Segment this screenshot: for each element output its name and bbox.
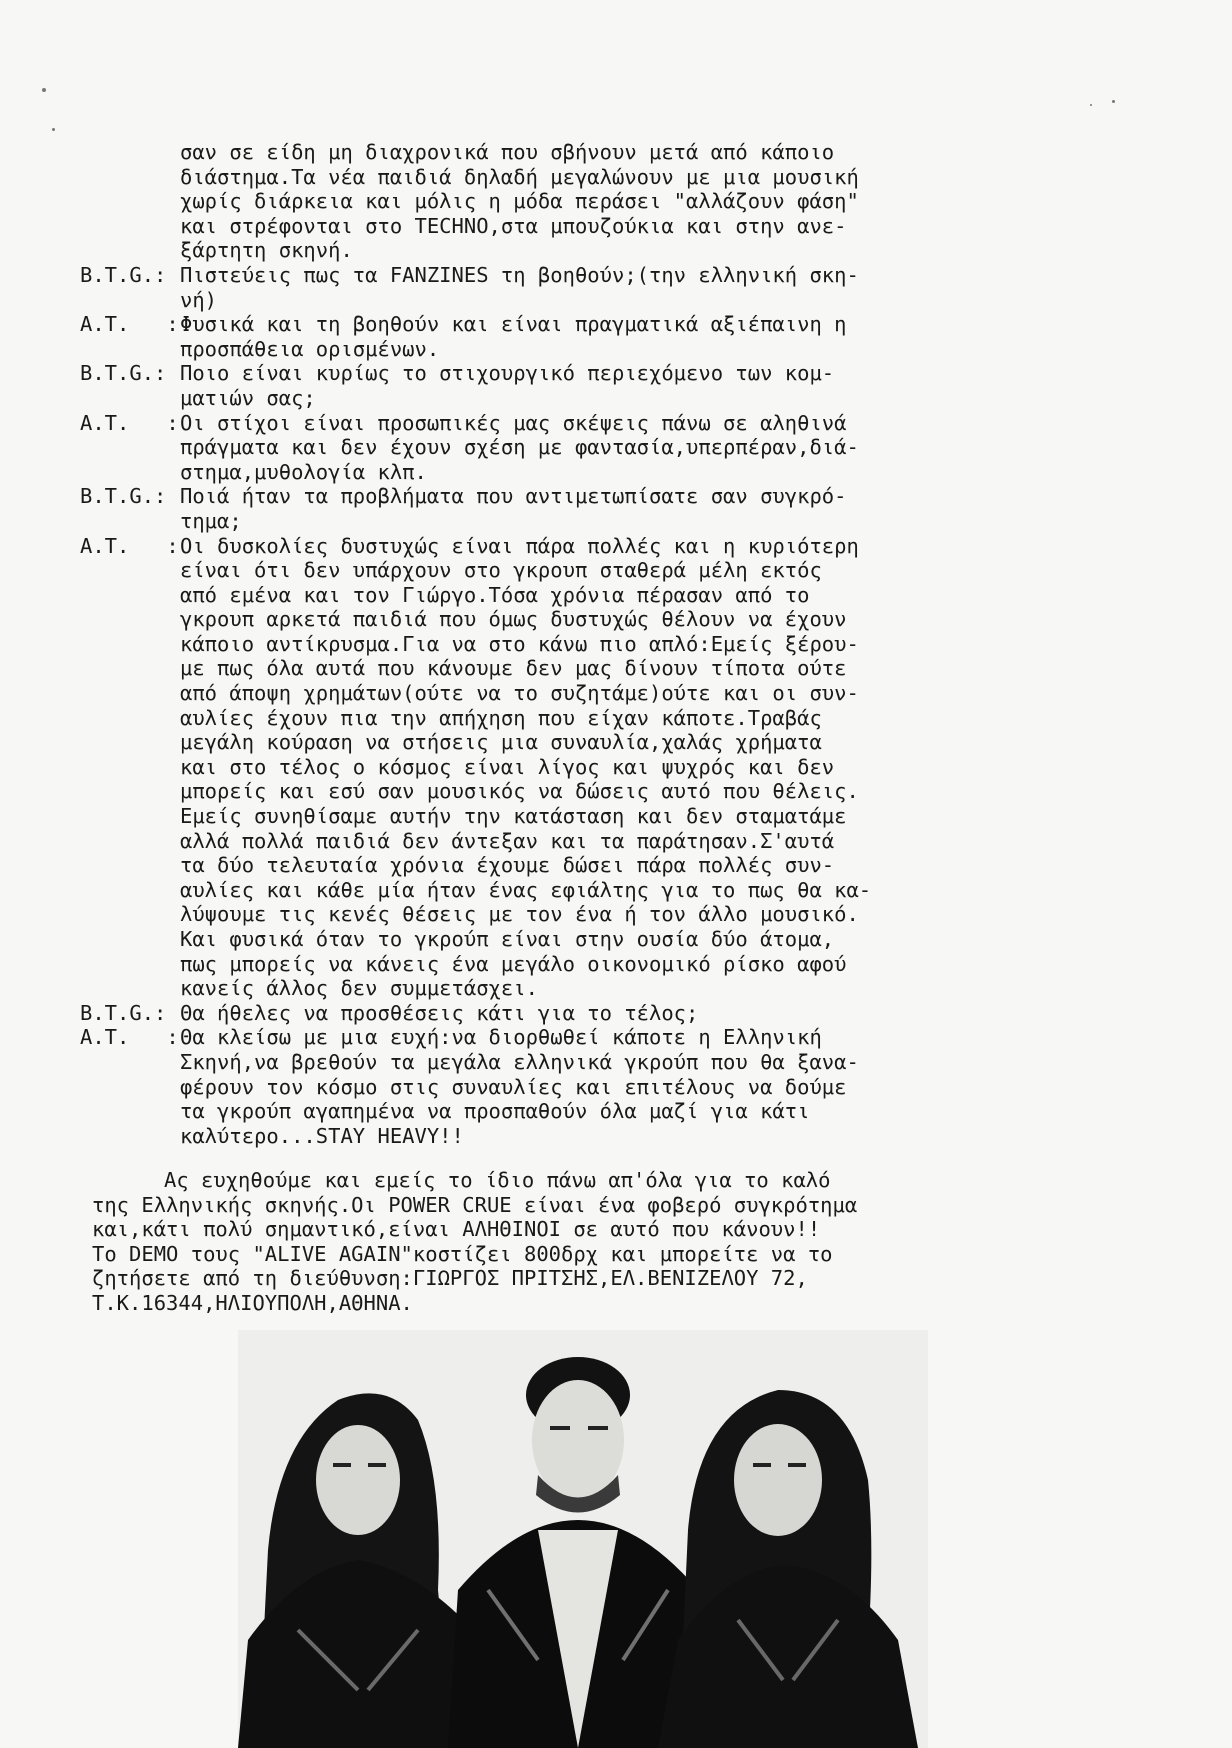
text-line: λύψουμε τις κενές θέσεις με τον ένα ή τον άλλο μουσικό.	[180, 902, 859, 927]
answer-block	[80, 411, 1080, 485]
answer-text	[180, 484, 846, 533]
speaker-label: A.T. :	[80, 1025, 179, 1050]
text-line: τα δύο τελευταία χρόνια έχουμε δώσει πάρα πολλές συν-	[180, 853, 835, 878]
print-speck	[1090, 104, 1092, 106]
text-line: Σκηνή,να βρεθούν τα μεγάλα ελληνικά γκρούπ που θα ξανα-	[180, 1049, 859, 1074]
answer-block	[80, 1025, 1080, 1148]
text-line: Ποιά ήταν τα προβλήματα που αντιμετωπίσατε σαν συγκρό-	[180, 484, 847, 509]
text-line: της Ελληνικής σκηνής.Οι POWER CRUE είναι ένα φοβερό συγκρότημα	[92, 1192, 858, 1217]
text-line: πως μπορείς να κάνεις ένα μεγάλο οικονομικό ρίσκο αφού	[180, 951, 847, 976]
text-line: σαν σε είδη μη διαχρονικά που σβήνουν μετά από κάποιο	[180, 140, 835, 164]
band-photo	[238, 1330, 928, 1748]
answer-text	[180, 411, 859, 485]
print-speck	[42, 88, 46, 92]
answer-text	[180, 312, 846, 361]
member-right-face	[734, 1424, 822, 1536]
text-line: νή)	[180, 287, 218, 312]
text-line: Φυσικά και τη βοηθούν και είναι πραγματικά αξιέπαινη η	[180, 312, 847, 337]
answer-text	[180, 1025, 859, 1148]
text-line: κανείς άλλος δεν συμμετάσχει.	[180, 976, 538, 1001]
answer-text	[180, 534, 871, 1001]
closing-paragraph	[92, 1168, 1092, 1316]
speaker-label: B.T.G.:	[80, 484, 167, 509]
question-block	[80, 484, 1080, 533]
answer-text	[180, 361, 834, 410]
band-photo-illustration	[238, 1330, 928, 1748]
print-speck	[1112, 100, 1115, 103]
text-line: φέρουν τον κόσμο στις συναυλίες και επιτέλους να δούμε	[180, 1074, 847, 1099]
question-block	[80, 361, 1080, 410]
text-line: αυλίες έχουν πια την απήχηση που είχαν κάποτε.Τραβάς	[180, 705, 822, 730]
text-line: Θα ήθελες να προσθέσεις κάτι για το τέλος;	[180, 1000, 699, 1025]
text-line: από άποψη χρημάτων(ούτε να το συζητάμε)ούτε και οι συν-	[180, 681, 859, 706]
text-line: αυλίες και κάθε μία ήταν ένας εφιάλτης για το πως θα κα-	[180, 877, 872, 902]
text-line: και στο τέλος ο κόσμος είναι λίγος και ψυχρός και δεν	[180, 754, 835, 779]
text-line: γκρουπ αρκετά παιδιά που όμως δυστυχώς θέλουν να έχουν	[180, 607, 847, 632]
speaker-label: A.T. :	[80, 312, 179, 337]
text-line: χωρίς διάρκεια και μόλις η μόδα περάσει "αλλάζουν φάση"	[180, 189, 859, 214]
member-middle-face	[532, 1380, 624, 1500]
text-line: Εμείς συνηθίσαμε αυτήν την κατάσταση και δεν σταματάμε	[180, 804, 847, 829]
text-line: και στρέφονται στο TECHNO,στα μπουζούκια και στην ανε-	[180, 213, 847, 238]
text-line: Πιστεύεις πως τα FANZINES τη βοηθούν;(την ελληνική σκη-	[180, 262, 859, 287]
text-line: πράγματα και δεν έχουν σχέση με φαντασία,υπερπέραν,διά-	[180, 435, 859, 460]
text-line: τα γκρούπ αγαπημένα να προσπαθούν όλα μαζί για κάτι	[180, 1099, 810, 1124]
text-line: αλλά πολλά παιδιά δεν άντεξαν και τα παράτησαν.Σ'αυτά	[180, 828, 835, 853]
question-block	[80, 263, 1080, 312]
text-line: Ας ευχηθούμε και εμείς το ίδιο πάνω απ'όλα για το καλό	[164, 1168, 831, 1192]
text-line: ματιών σας;	[180, 385, 316, 410]
text-line: Οι δυσκολίες δυστυχώς είναι πάρα πολλές και η κυριότερη	[180, 533, 859, 558]
text-line: Ποιο είναι κυρίως το στιχουργικό περιεχόμενο των κομ-	[180, 361, 835, 386]
text-line: Το DEMO τους "ALIVE AGAIN"κοστίζει 800δρχ και μπορείτε να το	[92, 1241, 833, 1266]
text-line: στημα,μυθολογία κλπ.	[180, 459, 427, 484]
member-left-face	[316, 1425, 400, 1535]
text-line: κάποιο αντίκρυσμα.Για να στο κάνω πιο απλό:Εμείς ξέρου-	[180, 631, 859, 656]
text-line: με πως όλα αυτά που κάνουμε δεν μας δίνουν τίποτα ούτε	[180, 656, 847, 681]
text-line: Οι στίχοι είναι προσωπικές μας σκέψεις πάνω σε αληθινά	[180, 410, 847, 435]
text-line: ζητήσετε από τη διεύθυνση:ΓΙΩΡΓΟΣ ΠΡΙΤΣΗΣ,ΕΛ.ΒΕΝΙΖΕΛΟΥ 72,	[92, 1266, 808, 1291]
text-line: και,κάτι πολύ σημαντικό,είναι ΑΛΗΘΙΝΟΙ σε αυτό που κάνουν!!	[92, 1217, 821, 1242]
speaker-label: B.T.G.:	[80, 1000, 167, 1025]
text-line: Θα κλείσω με μια ευχή:να διορθωθεί κάποτε η Ελληνική	[180, 1025, 822, 1050]
answer-block	[80, 534, 1080, 1001]
interview-text	[80, 140, 1080, 1148]
question-block	[80, 1001, 1080, 1026]
text-line: είναι ότι δεν υπάρχουν στο γκρουπ σταθερά μέλη εκτός	[180, 558, 822, 583]
print-speck	[52, 128, 55, 131]
text-line: Τ.Κ.16344,ΗΛΙΟΥΠΟΛΗ,ΑΘΗΝΑ.	[92, 1290, 413, 1315]
speaker-label: B.T.G.:	[80, 361, 167, 386]
text-line: από εμένα και τον Γιώργο.Τόσα χρόνια πέρασαν από το	[180, 582, 810, 607]
text-line: διάστημα.Τα νέα παιδιά δηλαδή μεγαλώνουν με μια μουσική	[180, 164, 859, 189]
answer-block	[80, 312, 1080, 361]
intro-paragraph	[80, 140, 1080, 263]
text-line: μεγάλη κούραση να στήσεις μια συναυλία,χαλάς χρήματα	[180, 730, 822, 755]
answer-text	[180, 263, 859, 312]
answer-text	[180, 1001, 698, 1026]
speaker-label: B.T.G.:	[80, 262, 167, 287]
speaker-label: A.T. :	[80, 410, 179, 435]
text-line: προσπάθεια ορισμένων.	[180, 336, 440, 361]
text-line: Και φυσικά όταν το γκρούπ είναι στην ουσία δύο άτομα,	[180, 927, 835, 951]
text-line: καλύτερο...STAY HEAVY!!	[180, 1123, 464, 1148]
text-line: ξάρτητη σκηνή.	[180, 238, 353, 263]
text-line: τημα;	[180, 508, 242, 533]
speaker-label: A.T. :	[80, 533, 179, 558]
text-line: μπορείς και εσύ σαν μουσικός να δώσεις αυτό που θέλεις.	[180, 779, 859, 804]
